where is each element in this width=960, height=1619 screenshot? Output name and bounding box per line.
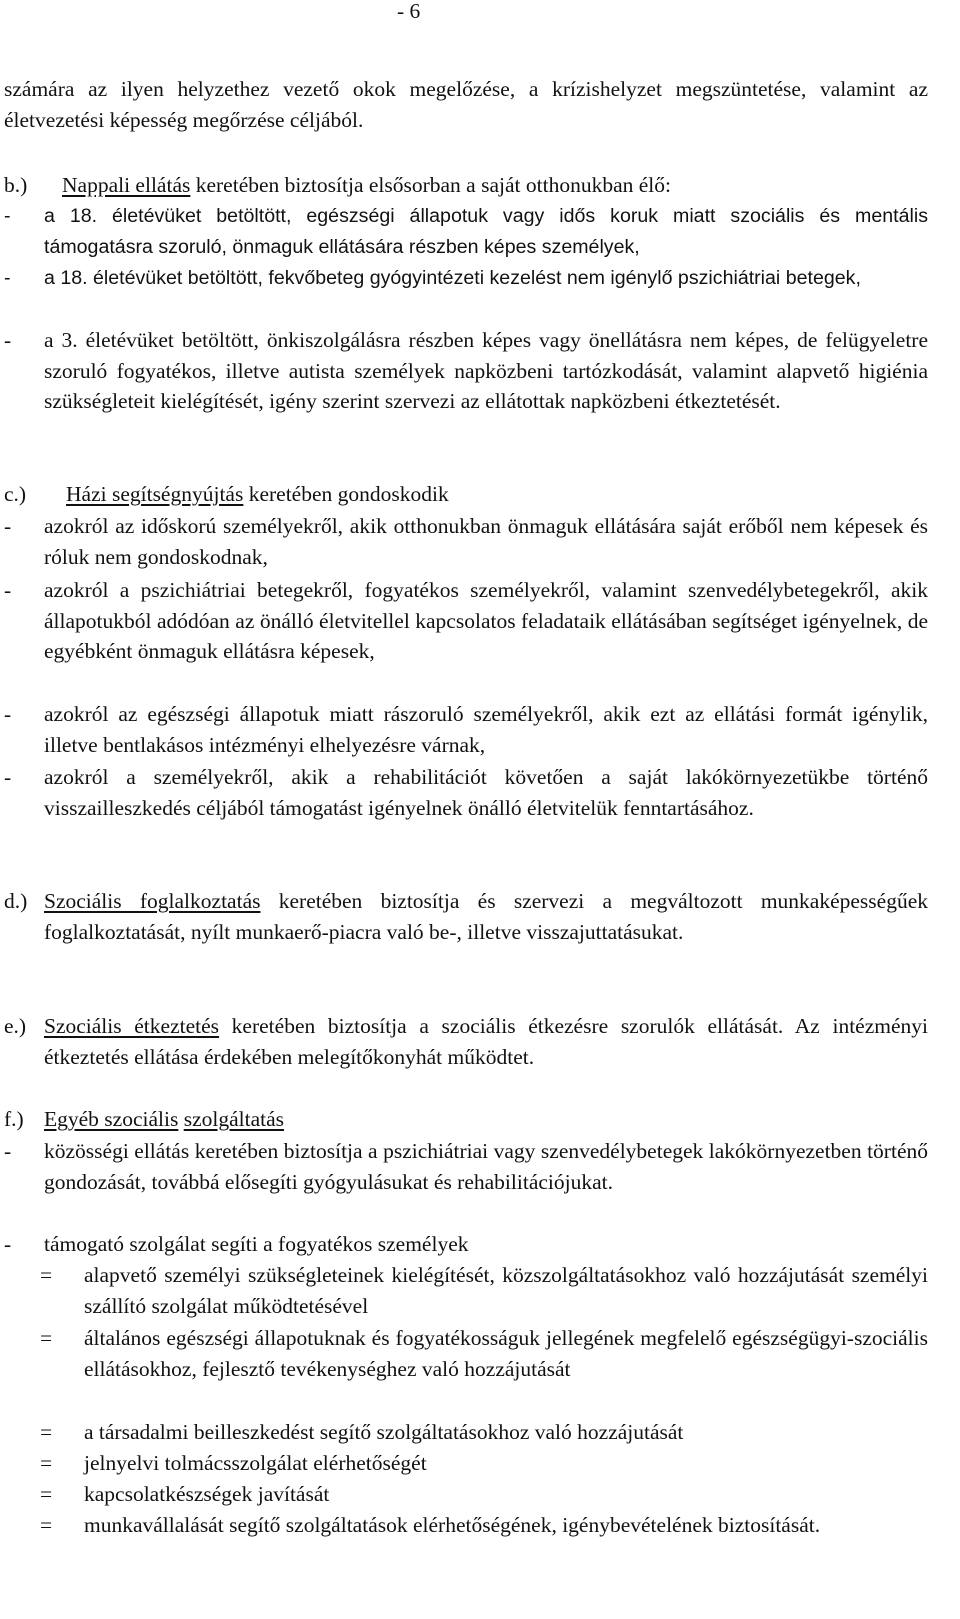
list-item-text: a 18. életévüket betöltött, fekvőbeteg gyógyintézeti kezelést nem igénylő pszichiátriai betegek, <box>44 267 861 289</box>
list-item-text: azokról a személyekről, akik a rehabilitációt követően a saját lakókörnyezetükbe történő visszailleszkedés céljából támogatást igényelnek önálló életvitelük fenntartásához. <box>44 765 928 820</box>
section-label: e.) <box>4 1014 27 1038</box>
dash-bullet: - <box>4 328 12 352</box>
equals-bullet: = <box>40 1263 53 1287</box>
sub-item-text: jelnyelvi tolmácsszolgálat elérhetőségét <box>84 1451 427 1475</box>
dash-bullet: - <box>4 702 12 726</box>
dash-bullet: - <box>4 267 11 289</box>
section-title: Szociális étkeztetés <box>44 1014 220 1038</box>
page-number: - 6 <box>397 0 421 23</box>
section-label: b.) <box>4 173 28 197</box>
equals-bullet: = <box>40 1482 53 1506</box>
list-item-text: közösségi ellátás keretében biztosítja a pszichiátriai vagy szenvedélybetegek lakókörnyezetben történő gondozását, továbbá elősegíti gyógyulásukat és rehabilitációjukat. <box>44 1139 928 1194</box>
sub-item-text: kapcsolatkészségek javítását <box>84 1482 330 1506</box>
sub-item-text: általános egészségi állapotuknak és fogyatékosságuk jellegének megfelelő egészségügyi-szociális ellátásokhoz, fejlesztő tevékenységhez való hozzájutását <box>84 1326 928 1381</box>
section-title: Nappali ellátás <box>62 173 191 197</box>
section-label: d.) <box>4 889 28 913</box>
list-item-text: azokról az időskorú személyekről, akik otthonukban önmaguk ellátására saját erőből nem képesek és róluk nem gondoskodnak, <box>44 514 928 569</box>
list-item-text: azokról a pszichiátriai betegekről, fogyatékos személyekről, valamint szenvedélybetegekről, akik állapotukból adódóan az önálló életvitellel kapcsolatos feladataik ellátásában segítséget igényelnek, de egyébként önmaguk ellátásra képesek, <box>44 578 928 663</box>
equals-bullet: = <box>40 1513 53 1537</box>
section-label: c.) <box>4 482 27 506</box>
section-text <box>44 1011 928 1072</box>
section-label: f.) <box>4 1107 24 1131</box>
dash-bullet: - <box>4 578 12 602</box>
section-rest: keretében gondoskodik <box>243 482 449 506</box>
section-rest: keretében biztosítja és szervezi a megváltozott munkaképességűek foglalkoztatását, nyílt munkaerő-piacra való be-, illetve visszajuttatásukat. <box>44 889 928 944</box>
sub-item-text: a társadalmi beilleszkedést segítő szolgáltatásokhoz való hozzájutását <box>84 1420 684 1444</box>
dash-bullet: - <box>4 514 12 538</box>
section-text <box>44 886 928 947</box>
section-rest: keretében biztosítja a szociális étkezésre szorulók ellátását. Az intézményi étkeztetés ellátása érdekében melegítőkonyhát működtet. <box>44 1014 929 1069</box>
section-text <box>44 1104 928 1135</box>
section-text <box>66 479 950 510</box>
dash-bullet: - <box>4 1139 12 1163</box>
list-item-text: támogató szolgálat segíti a fogyatékos személyek <box>44 1232 469 1256</box>
sub-item-text: alapvető személyi szükségleteinek kielégítését, közszolgáltatásokhoz való hozzájutását személyi szállító szolgálat működtetésével <box>84 1263 928 1318</box>
sub-item-text: munkavállalását segítő szolgáltatások elérhetőségének, igénybevételének biztosítását. <box>84 1513 821 1537</box>
dash-bullet: - <box>4 765 12 789</box>
intro-paragraph: számára az ilyen helyzethez vezető okok megelőzése, a krízishelyzet megszüntetése, valamint az életvezetési képesség megőrzése céljából. <box>4 77 928 132</box>
equals-bullet: = <box>40 1326 53 1350</box>
section-text <box>62 170 946 201</box>
list-item-text: azokról az egészségi állapotuk miatt rászoruló személyekről, akik ezt az ellátási formát igénylik, illetve bentlakásos intézményi elhelyezésre várnak, <box>44 702 928 757</box>
list-item-text: a 3. életévüket betöltött, önkiszolgálásra részben képes vagy önellátásra nem képes, de felügyeletre szoruló fogyatékos, illetve autista személyek napközbeni tartózkodását, valamint alapvető higiénia szükségleteit kielégítését, igény szerint szervezi az ellátottak napközbeni étkeztetését. <box>44 328 928 413</box>
section-title: Házi segítségnyújtás <box>66 482 244 506</box>
dash-bullet: - <box>4 205 11 227</box>
dash-bullet: - <box>4 1232 12 1256</box>
equals-bullet: = <box>40 1451 53 1475</box>
list-item-text: a 18. életévüket betöltött, egészségi állapotuk vagy idős koruk miatt szociális és mentális támogatásra szoruló, önmaguk ellátására részben képes személyek, <box>44 205 928 258</box>
section-title-part: Egyéb szociális <box>44 1107 179 1131</box>
section-title: Szociális foglalkoztatás <box>44 889 261 913</box>
equals-bullet: = <box>40 1420 53 1444</box>
section-rest: keretében biztosítja elsősorban a saját otthonukban élő: <box>190 173 671 197</box>
section-title-part: szolgáltatás <box>183 1107 285 1131</box>
